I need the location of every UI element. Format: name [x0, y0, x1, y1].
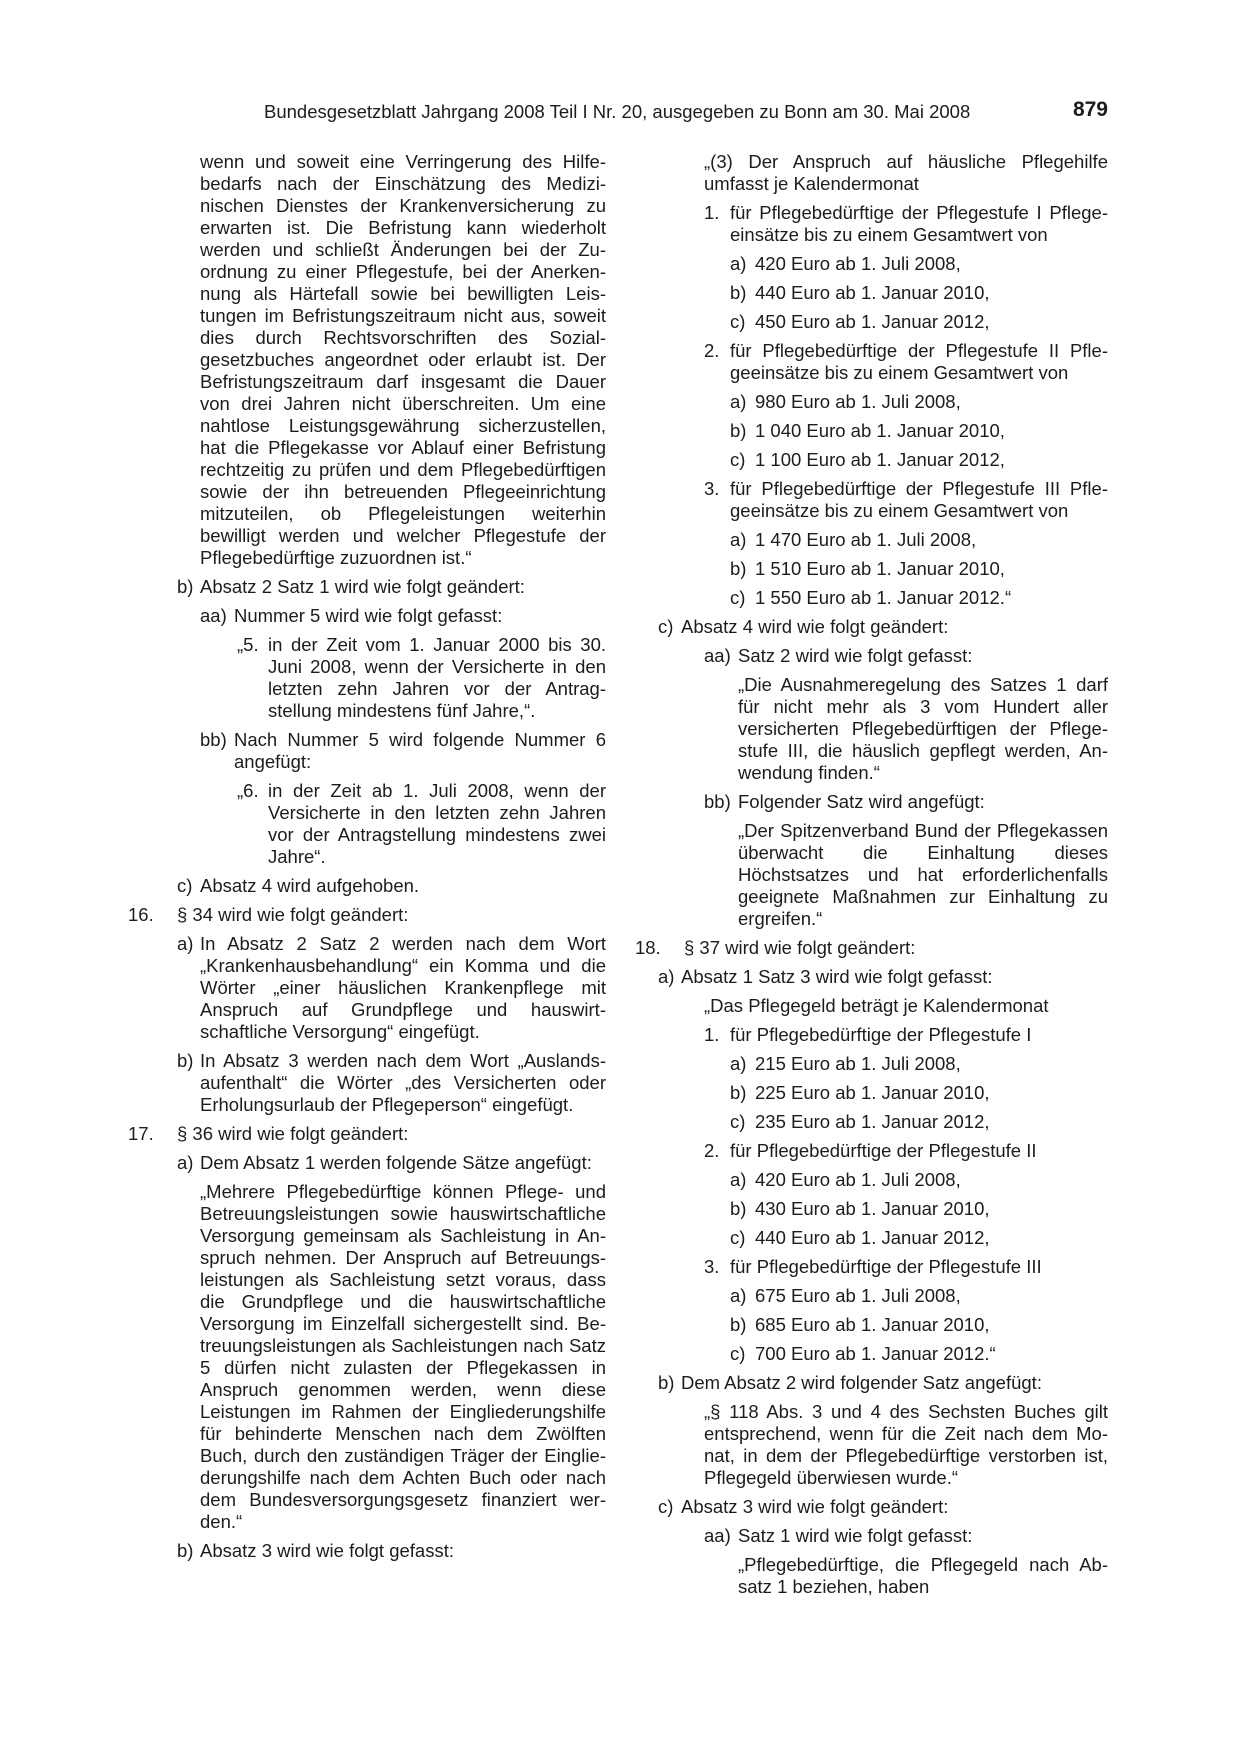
list-marker: c) [658, 616, 674, 637]
list-marker: 2. [704, 1140, 720, 1161]
paragraph [635, 966, 1108, 988]
paragraph [635, 1169, 1108, 1191]
paragraph [635, 1401, 1108, 1489]
paragraph [635, 420, 1108, 442]
paragraph [128, 780, 606, 868]
paragraph-text: 430 Euro ab 1. Januar 2010, [755, 1198, 990, 1219]
list-marker: a) [177, 1152, 194, 1173]
paragraph [128, 1540, 606, 1562]
paragraph-text: „Der Spitzenverband Bund der Pflegekassen überwacht die Einhaltung dieses Höchstsatzes und hat erforderlichenfalls geeignete Maßnahmen zur Einhaltung zu ergreifen.“ [738, 820, 1108, 929]
paragraph [635, 151, 1108, 195]
paragraph [635, 1256, 1108, 1278]
list-marker: a) [658, 966, 675, 987]
list-marker: c) [658, 1496, 674, 1517]
paragraph-text: 675 Euro ab 1. Juli 2008, [755, 1285, 961, 1306]
paragraph [128, 1123, 606, 1145]
paragraph [635, 1111, 1108, 1133]
paragraph [128, 875, 606, 897]
list-marker: „6. [237, 780, 259, 801]
list-marker: bb) [200, 729, 227, 750]
paragraph [635, 478, 1108, 522]
paragraph-text: Nummer 5 wird wie folgt gefasst: [234, 605, 503, 626]
paragraph-text: Absatz 4 wird aufgehoben. [200, 875, 420, 896]
paragraph [635, 1343, 1108, 1365]
paragraph [635, 311, 1108, 333]
list-marker: b) [730, 558, 747, 579]
paragraph-text: Satz 2 wird wie folgt gefasst: [738, 645, 973, 666]
list-marker: b) [730, 282, 747, 303]
paragraph-text: Absatz 1 Satz 3 wird wie folgt gefasst: [681, 966, 993, 987]
list-marker: a) [730, 253, 747, 274]
list-marker: c) [730, 449, 746, 470]
paragraph-text: § 37 wird wie folgt geändert: [684, 937, 916, 958]
paragraph-text: 1 510 Euro ab 1. Januar 2010, [755, 558, 1005, 579]
paragraph [635, 1314, 1108, 1336]
paragraph [128, 634, 606, 722]
list-marker: 16. [128, 904, 154, 925]
right-column [635, 151, 1108, 1598]
list-marker: a) [177, 933, 194, 954]
paragraph [635, 1198, 1108, 1220]
paragraph [635, 1082, 1108, 1104]
paragraph-text: 1 470 Euro ab 1. Juli 2008, [755, 529, 977, 550]
paragraph-text: für Pflegebedürftige der Pflegestufe III [730, 1256, 1042, 1277]
paragraph [635, 529, 1108, 551]
paragraph-text: für Pflegebedürftige der Pflegestufe II Pflegeeinsätze bis zu einem Gesamtwert von [730, 340, 1108, 383]
paragraph [128, 1152, 606, 1174]
list-marker: aa) [200, 605, 227, 626]
paragraph [128, 151, 606, 569]
paragraph-text: Dem Absatz 1 werden folgende Sätze angefügt: [200, 1152, 592, 1173]
paragraph [635, 340, 1108, 384]
paragraph [635, 1285, 1108, 1307]
left-column [128, 151, 606, 1562]
paragraph-text: 420 Euro ab 1. Juli 2008, [755, 253, 961, 274]
list-marker: a) [730, 1285, 747, 1306]
paragraph [635, 820, 1108, 930]
paragraph-text: für Pflegebedürftige der Pflegestufe I [730, 1024, 1032, 1045]
paragraph [635, 937, 1108, 959]
paragraph [635, 253, 1108, 275]
list-marker: aa) [704, 1525, 731, 1546]
list-marker: a) [730, 1169, 747, 1190]
list-marker: b) [177, 576, 194, 597]
list-marker: 17. [128, 1123, 154, 1144]
list-marker: 3. [704, 1256, 720, 1277]
gazette-header: Bundesgesetzblatt Jahrgang 2008 Teil I Nr. 20, ausgegeben zu Bonn am 30. Mai 2008 [264, 101, 971, 122]
paragraph-text: 225 Euro ab 1. Januar 2010, [755, 1082, 990, 1103]
list-marker: c) [177, 875, 193, 896]
list-marker: 1. [704, 202, 720, 223]
list-marker: c) [730, 587, 746, 608]
paragraph-text: Absatz 4 wird wie folgt geändert: [681, 616, 949, 637]
paragraph [635, 282, 1108, 304]
paragraph-text: § 36 wird wie folgt geändert: [177, 1123, 409, 1144]
paragraph-text: Absatz 2 Satz 1 wird wie folgt geändert: [200, 576, 525, 597]
paragraph [635, 674, 1108, 784]
paragraph [635, 1024, 1108, 1046]
paragraph-text: wenn und soweit eine Verringerung des Hilfebedarfs nach der Einschätzung des Medizinischen Dienstes der Krankenversicherung zu erwarten ist. Die Befristung kann wiederholt werden und schließt Änderungen bei der Zuordnung zu einer Pflegestufe, bei der Anerkennung als Härtefall sowie bei bewilligten Leistungen im Befristungszeitraum nicht aus, soweit dies durch Rechtsvorschriften des Sozialgesetzbuches angeordnet oder erlaubt ist. Der Befristungszeitraum darf insgesamt die Dauer von drei Jahren nicht überschreiten. Um eine nahtlose Leistungsgewährung sicherzustellen, hat die Pflegekasse vor Ablauf einer Befristung rechtzeitig zu prüfen und dem Pflegebedürftigen sowie der ihn betreuenden Pflegeeinrichtung mitzuteilen, ob Pflegeleistungen weiterhin bewilligt werden und welcher Pflegestufe der Pflegebedürftige zuzuordnen ist.“ [200, 151, 606, 568]
paragraph-text: Nach Nummer 5 wird folgende Nummer 6 angefügt: [234, 729, 606, 772]
paragraph [128, 933, 606, 1043]
paragraph-text: 440 Euro ab 1. Januar 2012, [755, 1227, 990, 1248]
list-marker: b) [177, 1050, 194, 1071]
paragraph [128, 904, 606, 926]
paragraph-text: „Mehrere Pflegebedürftige können Pflege- und Betreuungsleistungen sowie hauswirtschaftliche Versorgung gemeinsam als Sachleistung in Anspruch nehmen. Der Anspruch auf Betreuungsleistungen als Sachleistung setzt voraus, dass die Grundpflege und die hauswirtschaftliche Versorgung im Einzelfall sichergestellt sind. Betreuungsleistungen als Sachleistungen nach Satz 5 dürfen nicht zulasten der Pflegekassen in Anspruch genommen werden, wenn diese Leistungen im Rahmen der Eingliederungshilfe für behinderte Menschen nach dem Zwölften Buch, durch den zuständigen Träger der Eingliederungshilfe nach dem Achten Buch oder nach dem Bundesversorgungsgesetz finanziert werden.“ [200, 1181, 606, 1532]
paragraph [635, 1525, 1108, 1547]
list-marker: c) [730, 1111, 746, 1132]
paragraph [635, 616, 1108, 638]
list-marker: b) [730, 420, 747, 441]
paragraph-text: In Absatz 3 werden nach dem Wort „Auslandsaufenthalt“ die Wörter „des Versicherten oder Erholungsurlaub der Pflegeperson“ eingefügt. [200, 1050, 606, 1115]
paragraph-text: 1 040 Euro ab 1. Januar 2010, [755, 420, 1005, 441]
paragraph-text: 1 100 Euro ab 1. Januar 2012, [755, 449, 1005, 470]
paragraph-text: 440 Euro ab 1. Januar 2010, [755, 282, 990, 303]
paragraph [635, 558, 1108, 580]
list-marker: c) [730, 1343, 746, 1364]
list-marker: a) [730, 391, 747, 412]
list-marker: a) [730, 1053, 747, 1074]
list-marker: b) [730, 1314, 747, 1335]
page-number: 879 [1072, 98, 1108, 121]
list-marker: 3. [704, 478, 720, 499]
list-marker: 2. [704, 340, 720, 361]
paragraph [635, 202, 1108, 246]
list-marker: „5. [237, 634, 259, 655]
paragraph-text: 215 Euro ab 1. Juli 2008, [755, 1053, 961, 1074]
paragraph-text: Folgender Satz wird angefügt: [738, 791, 985, 812]
paragraph-text: in der Zeit vom 1. Januar 2000 bis 30. Juni 2008, wenn der Versicherte in den letzten zehn Jahren vor der Antragstellung mindestens fünf Jahre,“. [268, 634, 606, 721]
paragraph-text: In Absatz 2 Satz 2 werden nach dem Wort „Krankenhausbehandlung“ ein Komma und die Wörter „einer häuslichen Krankenpflege mit Anspruch auf Grundpflege und hauswirtschaftliche Versorgung“ eingefügt. [200, 933, 606, 1042]
list-marker: b) [658, 1372, 675, 1393]
paragraph [128, 1181, 606, 1533]
list-marker: a) [730, 529, 747, 550]
paragraph [635, 1496, 1108, 1518]
paragraph-text: „Das Pflegegeld beträgt je Kalendermonat [704, 995, 1049, 1016]
paragraph-text: in der Zeit ab 1. Juli 2008, wenn der Versicherte in den letzten zehn Jahren vor der Antragstellung mindestens zwei Jahre“. [268, 780, 606, 867]
list-marker: b) [730, 1198, 747, 1219]
paragraph-text: für Pflegebedürftige der Pflegestufe II [730, 1140, 1037, 1161]
list-marker: c) [730, 311, 746, 332]
paragraph [635, 391, 1108, 413]
paragraph [635, 995, 1108, 1017]
paragraph-text: Satz 1 wird wie folgt gefasst: [738, 1525, 973, 1546]
paragraph-text: Dem Absatz 2 wird folgender Satz angefügt: [681, 1372, 1042, 1393]
paragraph-text: 1 550 Euro ab 1. Januar 2012.“ [755, 587, 1012, 608]
paragraph [128, 605, 606, 627]
paragraph-text: 450 Euro ab 1. Januar 2012, [755, 311, 990, 332]
list-marker: 18. [635, 937, 661, 958]
paragraph [635, 1554, 1108, 1598]
paragraph [635, 587, 1108, 609]
list-marker: 1. [704, 1024, 720, 1045]
paragraph [635, 791, 1108, 813]
list-marker: b) [177, 1540, 194, 1561]
paragraph-text: „Pflegebedürftige, die Pflegegeld nach Absatz 1 beziehen, haben [738, 1554, 1108, 1597]
paragraph [635, 645, 1108, 667]
paragraph-text: 420 Euro ab 1. Juli 2008, [755, 1169, 961, 1190]
list-marker: aa) [704, 645, 731, 666]
paragraph-text: 685 Euro ab 1. Januar 2010, [755, 1314, 990, 1335]
list-marker: b) [730, 1082, 747, 1103]
paragraph-text: Absatz 3 wird wie folgt gefasst: [200, 1540, 454, 1561]
paragraph [635, 449, 1108, 471]
paragraph [128, 729, 606, 773]
paragraph-text: „(3) Der Anspruch auf häusliche Pflegehilfe umfasst je Kalendermonat [704, 151, 1108, 194]
paragraph-text: „§ 118 Abs. 3 und 4 des Sechsten Buches gilt entsprechend, wenn für die Zeit nach dem Monat, in dem der Pflegebedürftige verstorben ist, Pflegegeld überwiesen wurde.“ [704, 1401, 1108, 1488]
paragraph [635, 1227, 1108, 1249]
paragraph-text: 700 Euro ab 1. Januar 2012.“ [755, 1343, 996, 1364]
paragraph-text: Absatz 3 wird wie folgt geändert: [681, 1496, 949, 1517]
paragraph-text: 980 Euro ab 1. Juli 2008, [755, 391, 961, 412]
paragraph [635, 1053, 1108, 1075]
paragraph-text: für Pflegebedürftige der Pflegestufe III Pflegeeinsätze bis zu einem Gesamtwert von [730, 478, 1108, 521]
paragraph-text: für Pflegebedürftige der Pflegestufe I Pflegeeinsätze bis zu einem Gesamtwert von [730, 202, 1108, 245]
paragraph [635, 1372, 1108, 1394]
paragraph [128, 576, 606, 598]
paragraph-text: § 34 wird wie folgt geändert: [177, 904, 409, 925]
list-marker: bb) [704, 791, 731, 812]
list-marker: c) [730, 1227, 746, 1248]
paragraph-text: 235 Euro ab 1. Januar 2012, [755, 1111, 990, 1132]
paragraph-text: „Die Ausnahmeregelung des Satzes 1 darf für nicht mehr als 3 vom Hundert aller versicherten Pflegebedürftigen der Pflegestufe III, die häuslich gepflegt werden, Anwendung finden.“ [738, 674, 1108, 783]
paragraph [635, 1140, 1108, 1162]
paragraph [128, 1050, 606, 1116]
